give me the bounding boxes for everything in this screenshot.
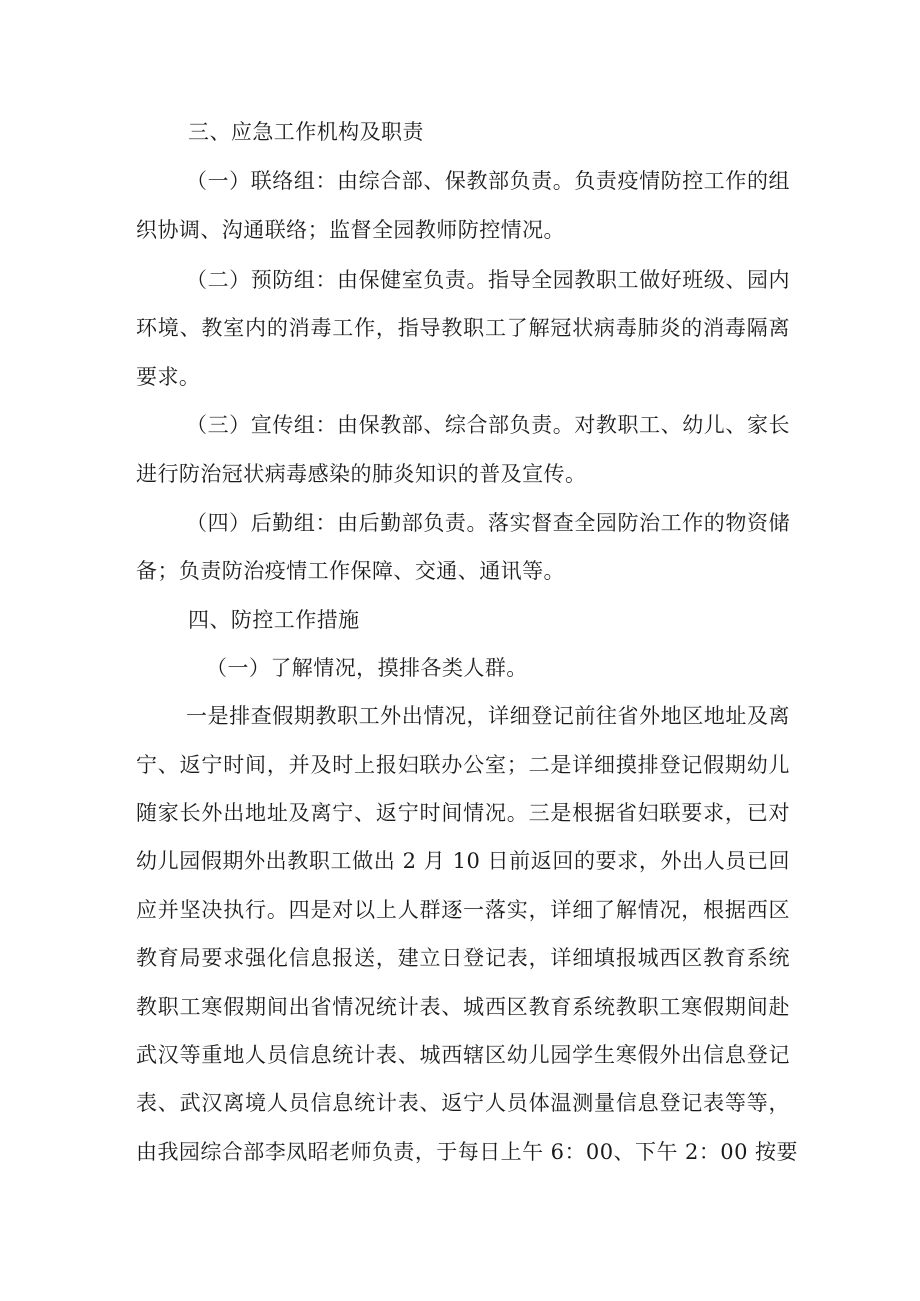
- paragraph-line: （四）后勤组：由后勤部负责。落实督查全园防治工作的物资储: [186, 511, 790, 535]
- paragraph-line: 一是排查假期教职工外出情况，详细登记前往省外地区地址及离: [186, 704, 790, 728]
- section-heading-four: 四、防控工作措施: [188, 608, 360, 632]
- paragraph-line: 进行防治冠状病毒感染的肺炎知识的普及宣传。: [136, 462, 587, 486]
- paragraph-line: 由我园综合部李凤昭老师负责，于每日上午 6：00、下午 2：00 按要: [136, 1140, 798, 1164]
- paragraph-line: （二）预防组：由保健室负责。指导全园教职工做好班级、园内: [186, 268, 790, 292]
- paragraph-line: （三）宣传组：由保教部、综合部负责。对教职工、幼儿、家长: [186, 413, 790, 437]
- paragraph-line: 幼儿园假期外出教职工做出 2 月 10 日前返回的要求，外出人员已回: [136, 849, 790, 873]
- paragraph-line: 随家长外出地址及离宁、返宁时间情况。三是根据省妇联要求，已对: [136, 801, 790, 825]
- paragraph-line: 要求。: [136, 365, 201, 389]
- paragraph-line: 教职工寒假期间出省情况统计表、城西区教育系统教职工寒假期间赴: [136, 995, 790, 1019]
- paragraph-line: 备；负责防治疫情工作保障、交通、通讯等。: [136, 559, 565, 583]
- paragraph-line: 织协调、沟通联络；监督全园教师防控情况。: [136, 218, 565, 242]
- paragraph-line: 教育局要求强化信息报送，建立日登记表，详细填报城西区教育系统: [136, 946, 790, 970]
- subsection-heading: （一）了解情况，摸排各类人群。: [206, 656, 528, 680]
- paragraph-line: 表、武汉离境人员信息统计表、返宁人员体温测量信息登记表等等，: [136, 1091, 790, 1115]
- paragraph-line: （一）联络组：由综合部、保教部负责。负责疫情防控工作的组: [186, 169, 790, 193]
- paragraph-line: 应并坚决执行。四是对以上人群逐一落实，详细了解情况，根据西区: [136, 898, 790, 922]
- paragraph-line: 武汉等重地人员信息统计表、城西辖区幼儿园学生寒假外出信息登记: [136, 1043, 790, 1067]
- paragraph-line: 宁、返宁时间，并及时上报妇联办公室；二是详细摸排登记假期幼儿: [136, 753, 790, 777]
- section-heading-three: 三、应急工作机构及职责: [188, 120, 424, 144]
- paragraph-line: 环境、教室内的消毒工作，指导教职工了解冠状病毒肺炎的消毒隔离: [136, 316, 790, 340]
